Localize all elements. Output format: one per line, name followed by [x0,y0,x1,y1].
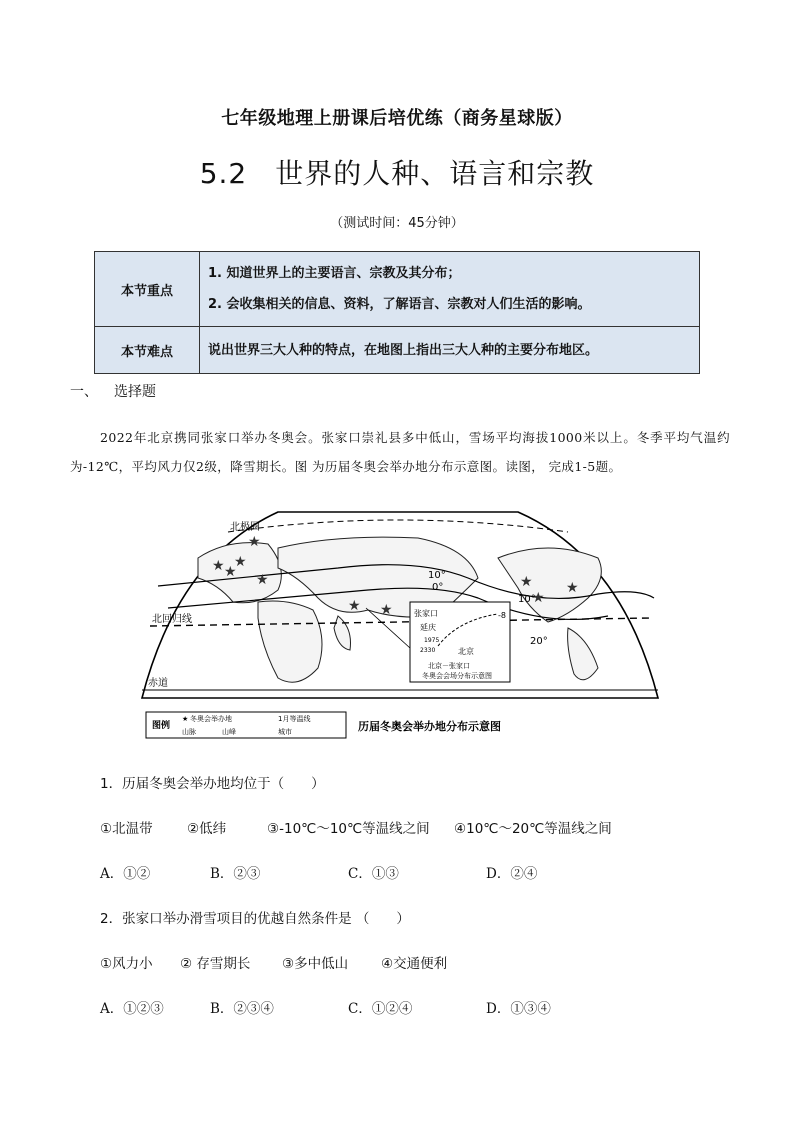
svg-text:延庆: 延庆 [420,623,436,632]
question-2-stem: 2．张家口举办滑雪项目的优越自然条件是 （ ） [100,911,410,927]
q1-choice-c[interactable]: C．①③ [348,866,399,882]
svg-text:-8: -8 [498,611,506,620]
svg-text:★: ★ [224,564,237,580]
lat-label-arctic: 北极圈 [230,522,260,533]
q2-choice-d[interactable]: D．①③④ [486,1001,551,1017]
svg-text:★: ★ [256,572,269,588]
q2-choice-b[interactable]: B．②③④ [210,1001,274,1017]
svg-text:★: ★ [532,590,545,606]
time-note: （测试时间：45分钟） [330,216,464,231]
key-item: 2. 会收集相关的信息、资料，了解语言、宗教对人们生活的影响。 [208,297,591,312]
svg-text:山脉: 山脉 [182,728,196,736]
svg-text:1975: 1975 [424,637,440,644]
material-paragraph: 2022年北京携同张家口举办冬奥会。张家口崇礼县多中低山，雪场平均海拔1000米以上。冬季平均气温约为-12℃，平均风力仅2级，降雪期长。图 为历届冬奥会举办地分布示意图。读图， 完成1-5题。 [70,430,730,474]
doc-subtitle: 七年级地理上册课后培优练（商务星球版） [221,108,573,129]
svg-text:★: ★ [348,598,361,614]
q2-item: ② 存雪期长 [180,956,251,972]
svg-text:冬奥会会场分布示意图: 冬奥会会场分布示意图 [422,672,492,680]
svg-text:城市: 城市 [278,728,292,736]
q2-item: ①风力小 [100,956,153,972]
q1-item: ②低纬 [187,821,227,837]
svg-text:★: ★ [212,558,225,574]
question-1-stem: 1．历届冬奥会举办地均位于（ ） [100,776,325,792]
lat-label-tropic: 北回归线 [152,614,192,625]
svg-text:10°: 10° [428,570,446,581]
difficulty-content: 说出世界三大人种的特点，在地图上指出三大人种的主要分布地区。 [200,327,700,374]
key-label: 本节重点 [95,252,200,327]
goals-table [94,251,700,374]
q1-choice-b[interactable]: B．②③ [210,866,261,882]
inset-map [410,602,510,682]
svg-text:冬奥会举办地: 冬奥会举办地 [190,715,232,723]
section-number-label: 一、 [70,384,98,400]
svg-text:20°: 20° [530,636,548,647]
q2-item: ④交通便利 [381,956,448,972]
svg-text:图例: 图例 [152,721,171,731]
map-legend [146,712,346,738]
svg-text:1月等温线: 1月等温线 [278,715,311,723]
q2-item: ③多中低山 [282,956,349,972]
doc-title [0,152,794,192]
q1-item: ①北温带 [100,821,153,837]
section-title: 选择题 [114,384,156,400]
svg-text:★: ★ [380,602,393,618]
q1-item: ③-10℃～10℃等温线之间 [267,821,430,837]
difficulty-label: 本节难点 [95,327,200,374]
svg-text:张家口: 张家口 [414,609,438,618]
q1-choice-d[interactable]: D．②④ [486,866,538,882]
svg-text:★: ★ [520,574,533,590]
svg-text:★: ★ [234,554,247,570]
q1-choice-a[interactable]: A．①② [100,866,151,882]
key-item: 1. 知道世界上的主要语言、宗教及其分布； [208,266,461,281]
key-content [200,252,700,327]
section-heading [70,381,156,401]
svg-text:2330: 2330 [420,647,436,654]
svg-text:山峰: 山峰 [222,728,236,736]
title-text: 世界的人种、语言和宗教 [275,157,595,190]
lat-label-equator: 赤道 [148,678,168,689]
map-title: 历届冬奥会举办地分布示意图 [358,720,501,733]
winter-olympics-map [138,498,662,742]
svg-text:0°: 0° [432,582,444,593]
q1-item: ④10℃～20℃等温线之间 [454,821,612,837]
svg-text:北京－张家口: 北京－张家口 [428,662,470,670]
svg-text:★: ★ [182,715,189,723]
section-number: 5.2 [199,157,248,190]
svg-text:北京: 北京 [458,647,474,656]
q2-choice-a[interactable]: A．①②③ [100,1001,164,1017]
q2-choice-c[interactable]: C．①②④ [348,1001,413,1017]
svg-text:★: ★ [248,534,261,550]
svg-text:10°: 10° [518,594,536,605]
svg-text:★: ★ [566,580,579,596]
